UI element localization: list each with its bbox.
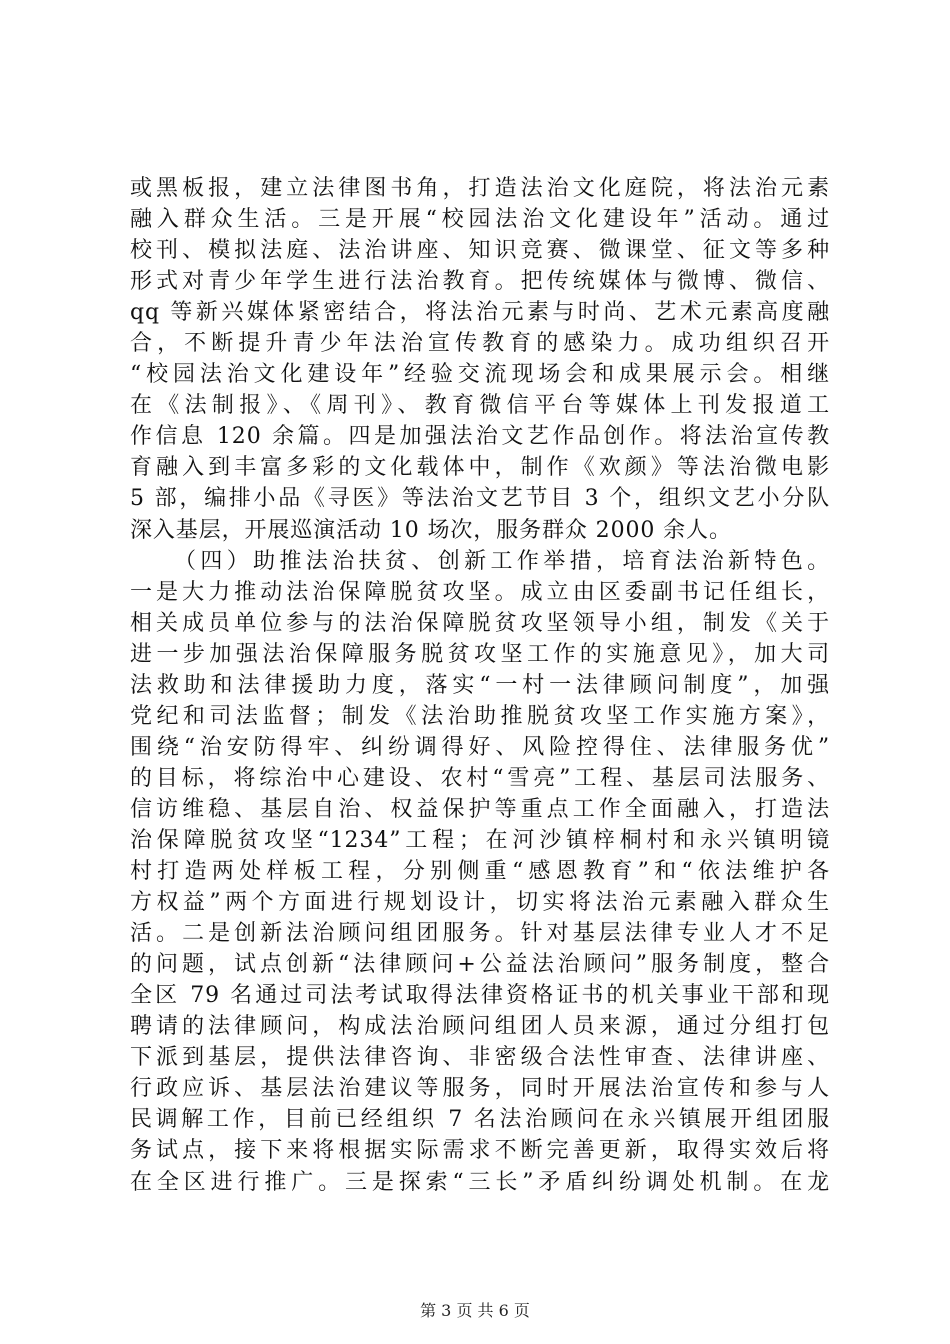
text-line: “校园法治文化建设年”经验交流现场会和成果展示会。相继	[130, 362, 830, 388]
text-line: 下派到基层，提供法律咨询、非密级合法性审查、法律讲座、	[130, 1045, 830, 1071]
text-line: 聘请的法律顾问，构成法治顾问组团人员来源，通过分组打包	[130, 1014, 830, 1040]
text-line: 相关成员单位参与的法治保障脱贫攻坚领导小组，制发《关于	[130, 610, 830, 636]
text-line: 形式对青少年学生进行法治教育。把传统媒体与微博、微信、	[130, 269, 830, 295]
text-line: 方权益”两个方面进行规划设计，切实将法治元素融入群众生	[130, 890, 830, 916]
text-line: 的问题，试点创新“法律顾问+公益法治顾问”服务制度，整合	[130, 952, 830, 978]
body-text	[130, 173, 830, 1198]
text-line: 全区 79 名通过司法考试取得法律资格证书的机关事业干部和现	[130, 983, 830, 1009]
text-line: 村打造两处样板工程，分别侧重“感恩教育”和“依法维护各	[130, 859, 830, 885]
text-line: 在《法制报》、《周刊》、教育微信平台等媒体上刊发报道工	[130, 393, 830, 419]
text-line: 行政应诉、基层法治建议等服务，同时开展法治宣传和参与人	[130, 1076, 830, 1102]
text-line: 民调解工作，目前已经组织 7 名法治顾问在永兴镇展开组团服	[130, 1107, 830, 1133]
text-line: 育融入到丰富多彩的文化载体中，制作《欢颜》等法治微电影	[130, 455, 830, 481]
section-heading: （四）助推法治扶贫、创新工作举措，培育法治新特色。	[174, 548, 830, 574]
text-line: 或黑板报，建立法律图书角，打造法治文化庭院，将法治元素	[130, 176, 830, 201]
text-line: 一是大力推动法治保障脱贫攻坚。成立由区委副书记任组长，	[130, 579, 830, 605]
text-line: 的目标，将综治中心建设、农村“雪亮”工程、基层司法服务、	[130, 765, 830, 791]
page-footer: 第 3 页 共 6 页	[420, 1301, 530, 1320]
text-line: 校刊、模拟法庭、法治讲座、知识竞赛、微课堂、征文等多种	[130, 238, 830, 264]
text-line: 融入群众生活。三是开展“校园法治文化建设年”活动。通过	[130, 207, 830, 233]
text-line: 信访维稳、基层自治、权益保护等重点工作全面融入，打造法	[130, 796, 830, 822]
text-line: 深入基层，开展巡演活动 10 场次，服务群众 2000 余人。	[130, 517, 732, 543]
text-line: 作信息 120 余篇。四是加强法治文艺作品创作。将法治宣传教	[130, 424, 830, 450]
text-line: 法救助和法律援助力度，落实“一村一法律顾问制度”，加强	[130, 672, 830, 698]
text-line: 进一步加强法治保障服务脱贫攻坚工作的实施意见》，加大司	[130, 641, 830, 667]
text-line: 活。二是创新法治顾问组团服务。针对基层法律专业人才不足	[130, 921, 830, 947]
text-line: 围绕“治安防得牢、纠纷调得好、风险控得住、法律服务优”	[130, 734, 830, 760]
text-line: 在全区进行推广。三是探索“三长”矛盾纠纷调处机制。在龙	[130, 1169, 830, 1195]
text-line: 务试点，接下来将根据实际需求不断完善更新，取得实效后将	[130, 1138, 830, 1164]
text-line: 党纪和司法监督；制发《法治助推脱贫攻坚工作实施方案》，	[130, 703, 830, 729]
text-line: qq 等新兴媒体紧密结合，将法治元素与时尚、艺术元素高度融	[130, 300, 830, 326]
text-line: 治保障脱贫攻坚“1234”工程；在河沙镇梓桐村和永兴镇明镜	[130, 827, 830, 853]
text-line: 合，不断提升青少年法治宣传教育的感染力。成功组织召开	[130, 331, 830, 357]
text-line: 5 部，编排小品《寻医》等法治文艺节目 3 个，组织文艺小分队	[130, 486, 830, 512]
